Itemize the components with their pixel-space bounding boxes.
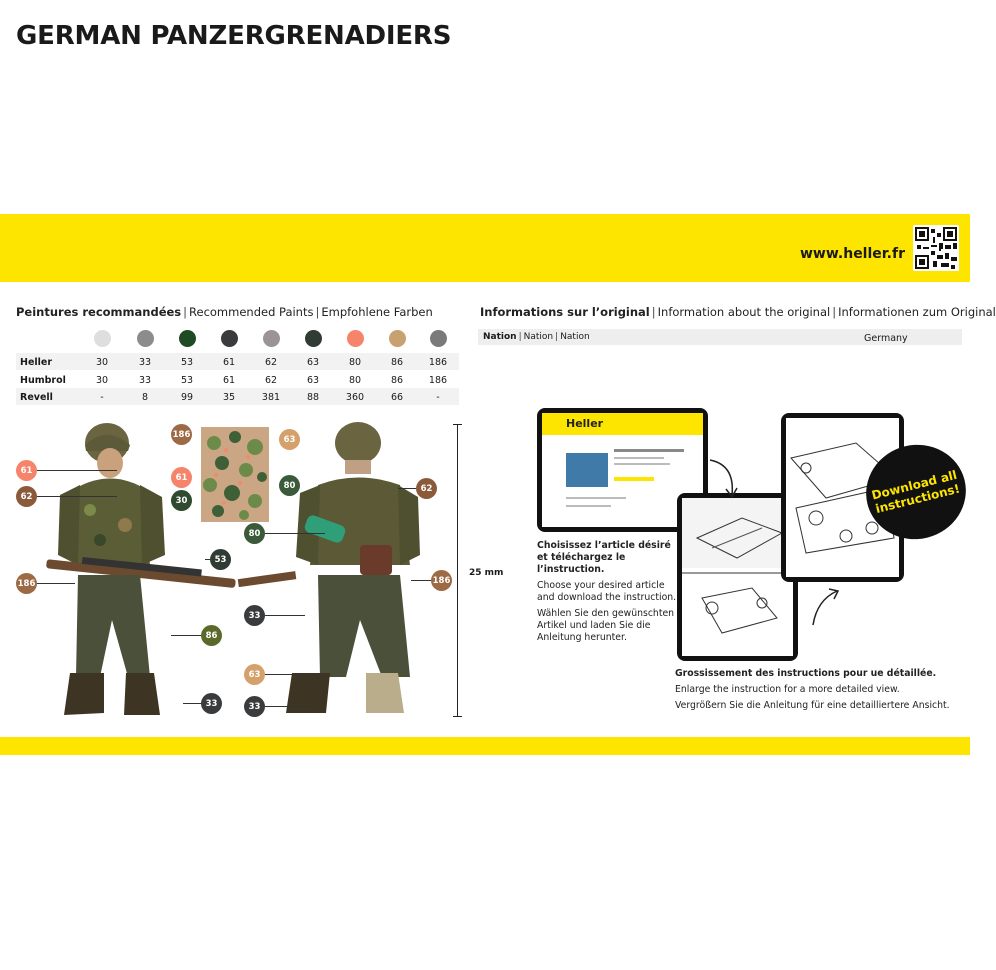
- step2-text: [675, 668, 965, 712]
- cell-humbrol: 86: [390, 375, 404, 386]
- callout-leader-line: [265, 533, 325, 534]
- callout-leader-line: [398, 488, 416, 489]
- row-label-revell: Revell: [20, 392, 53, 403]
- callout-leader-line: [171, 635, 201, 636]
- camo-pattern-swatch: [201, 427, 269, 522]
- paint-callout-badge: 33: [201, 693, 222, 714]
- cell-revell: -: [100, 392, 104, 403]
- paints-heading-fr: Peintures recommandées: [16, 305, 182, 319]
- paint-swatch: [430, 330, 447, 347]
- paint-callout-badge: 61: [16, 460, 37, 481]
- product-title-line: [614, 449, 684, 452]
- nation-label: Nation | Nation | Nation: [483, 332, 590, 342]
- cell-humbrol: 33: [138, 375, 152, 386]
- cell-revell: 99: [180, 392, 194, 403]
- download-link-bar: [614, 477, 654, 481]
- product-text-line: [614, 463, 670, 465]
- step1-text: [537, 540, 677, 644]
- page-title: GERMAN PANZERGRENADIERS: [16, 21, 452, 51]
- step2-en: Enlarge the instruction for a more detailed view.: [675, 684, 900, 695]
- cell-heller: 53: [180, 357, 194, 368]
- callout-leader-line: [265, 674, 305, 675]
- paint-swatch: [137, 330, 154, 347]
- cell-heller: 30: [95, 357, 109, 368]
- callout-leader-line: [265, 615, 305, 616]
- nation-label-de: Nation: [560, 332, 590, 342]
- cell-heller: 33: [138, 357, 152, 368]
- cell-heller: 62: [264, 357, 278, 368]
- instruction-drawing: [682, 498, 793, 656]
- callout-leader-line: [411, 580, 431, 581]
- cell-humbrol: 80: [348, 375, 362, 386]
- paint-callout-badge: 33: [244, 696, 265, 717]
- paint-callout-badge: 62: [416, 478, 437, 499]
- step1-fr: Choisissez l’article désiré et téléchargez le l’instruction.: [537, 540, 671, 575]
- product-text-line: [614, 457, 664, 459]
- row-label-humbrol: Humbrol: [20, 375, 66, 386]
- paint-callout-badge: 80: [244, 523, 265, 544]
- paint-swatch: [221, 330, 238, 347]
- paint-callout-badge: 63: [279, 429, 300, 450]
- cell-revell: 35: [222, 392, 236, 403]
- paint-callout-badge: 86: [201, 625, 222, 646]
- paint-callout-badge: 33: [244, 605, 265, 626]
- cell-heller: 86: [390, 357, 404, 368]
- website-link[interactable]: www.heller.fr: [800, 246, 905, 262]
- product-text-line: [566, 505, 611, 507]
- paint-callout-badge: 186: [16, 573, 37, 594]
- paints-heading: Peintures recommandées | Recommended Paints | Empfohlene Farben: [16, 305, 433, 319]
- cell-heller: 63: [306, 357, 320, 368]
- cell-heller: 61: [222, 357, 236, 368]
- cell-humbrol: 62: [264, 375, 278, 386]
- cell-heller: 80: [348, 357, 362, 368]
- cell-revell: 8: [141, 392, 149, 403]
- callout-leader-line: [265, 706, 313, 707]
- callout-leader-line: [37, 583, 75, 584]
- step1-de: Wählen Sie den gewünschten Artikel und laden Sie die Anleitung herunter.: [537, 608, 675, 643]
- scale-bar: [457, 424, 458, 717]
- paint-callout-badge: 63: [244, 664, 265, 685]
- download-badge-text: Download all instructions!: [870, 467, 962, 517]
- paint-swatch: [347, 330, 364, 347]
- paint-swatch: [389, 330, 406, 347]
- paint-callout-badge: 61: [171, 467, 192, 488]
- cell-humbrol: 53: [180, 375, 194, 386]
- cell-revell: 381: [261, 392, 281, 403]
- qr-code-icon[interactable]: [913, 225, 959, 271]
- step2-fr: Grossissement des instructions pour ue détaillée.: [675, 668, 937, 679]
- paint-swatch: [263, 330, 280, 347]
- cell-revell: 360: [345, 392, 365, 403]
- callout-leader-line: [37, 496, 117, 497]
- info-heading-de: Informationen zum Original: [838, 305, 996, 319]
- tablet-instructions-small[interactable]: [677, 493, 798, 661]
- cell-humbrol: 63: [306, 375, 320, 386]
- paint-callout-badge: 80: [279, 475, 300, 496]
- scale-tick-bottom: [453, 716, 462, 717]
- step2-de: Vergrößern Sie die Anleitung für eine detailliertere Ansicht.: [675, 700, 950, 711]
- product-text-line: [566, 497, 626, 499]
- paint-callout-badge: 53: [210, 549, 231, 570]
- paint-swatch: [94, 330, 111, 347]
- paint-swatch: [179, 330, 196, 347]
- callout-leader-line: [37, 470, 117, 471]
- cell-revell: 66: [390, 392, 404, 403]
- step1-en: Choose your desired article and download the instruction.: [537, 580, 677, 603]
- tablet-logo: Heller: [566, 417, 604, 430]
- callout-leader-line: [205, 559, 210, 560]
- cell-humbrol: 61: [222, 375, 236, 386]
- original-info-heading: Informations sur l’original | Information about the original | Informationen zum Original: [480, 305, 996, 319]
- cell-heller: 186: [428, 357, 448, 368]
- scale-label: 25 mm: [469, 568, 504, 578]
- cell-revell: -: [436, 392, 440, 403]
- paint-callout-badge: 30: [171, 490, 192, 511]
- paint-swatch: [305, 330, 322, 347]
- info-heading-en: Information about the original: [657, 305, 831, 319]
- row-label-heller: Heller: [20, 357, 53, 368]
- footer-bar: [0, 737, 970, 755]
- paint-callout-badge: 186: [431, 570, 452, 591]
- cell-humbrol: 186: [428, 375, 448, 386]
- nation-value: Germany: [864, 333, 908, 344]
- paints-heading-de: Empfohlene Farben: [321, 305, 433, 319]
- info-heading-fr: Informations sur l’original: [480, 305, 650, 319]
- cell-revell: 88: [306, 392, 320, 403]
- paints-heading-en: Recommended Paints: [189, 305, 314, 319]
- callout-leader-line: [183, 703, 201, 704]
- product-box-image: [566, 453, 608, 487]
- tablet-instructions-screen: [682, 498, 793, 656]
- nation-label-fr: Nation: [483, 332, 517, 342]
- figures-illustration: [0, 415, 460, 725]
- arrow-icon-step1: [700, 455, 760, 505]
- paint-callout-badge: 62: [16, 486, 37, 507]
- scale-tick-top: [453, 424, 462, 425]
- nation-label-en: Nation: [523, 332, 554, 342]
- cell-humbrol: 30: [95, 375, 109, 386]
- paint-callout-badge: 186: [171, 424, 192, 445]
- arrow-icon-step2: [805, 585, 845, 630]
